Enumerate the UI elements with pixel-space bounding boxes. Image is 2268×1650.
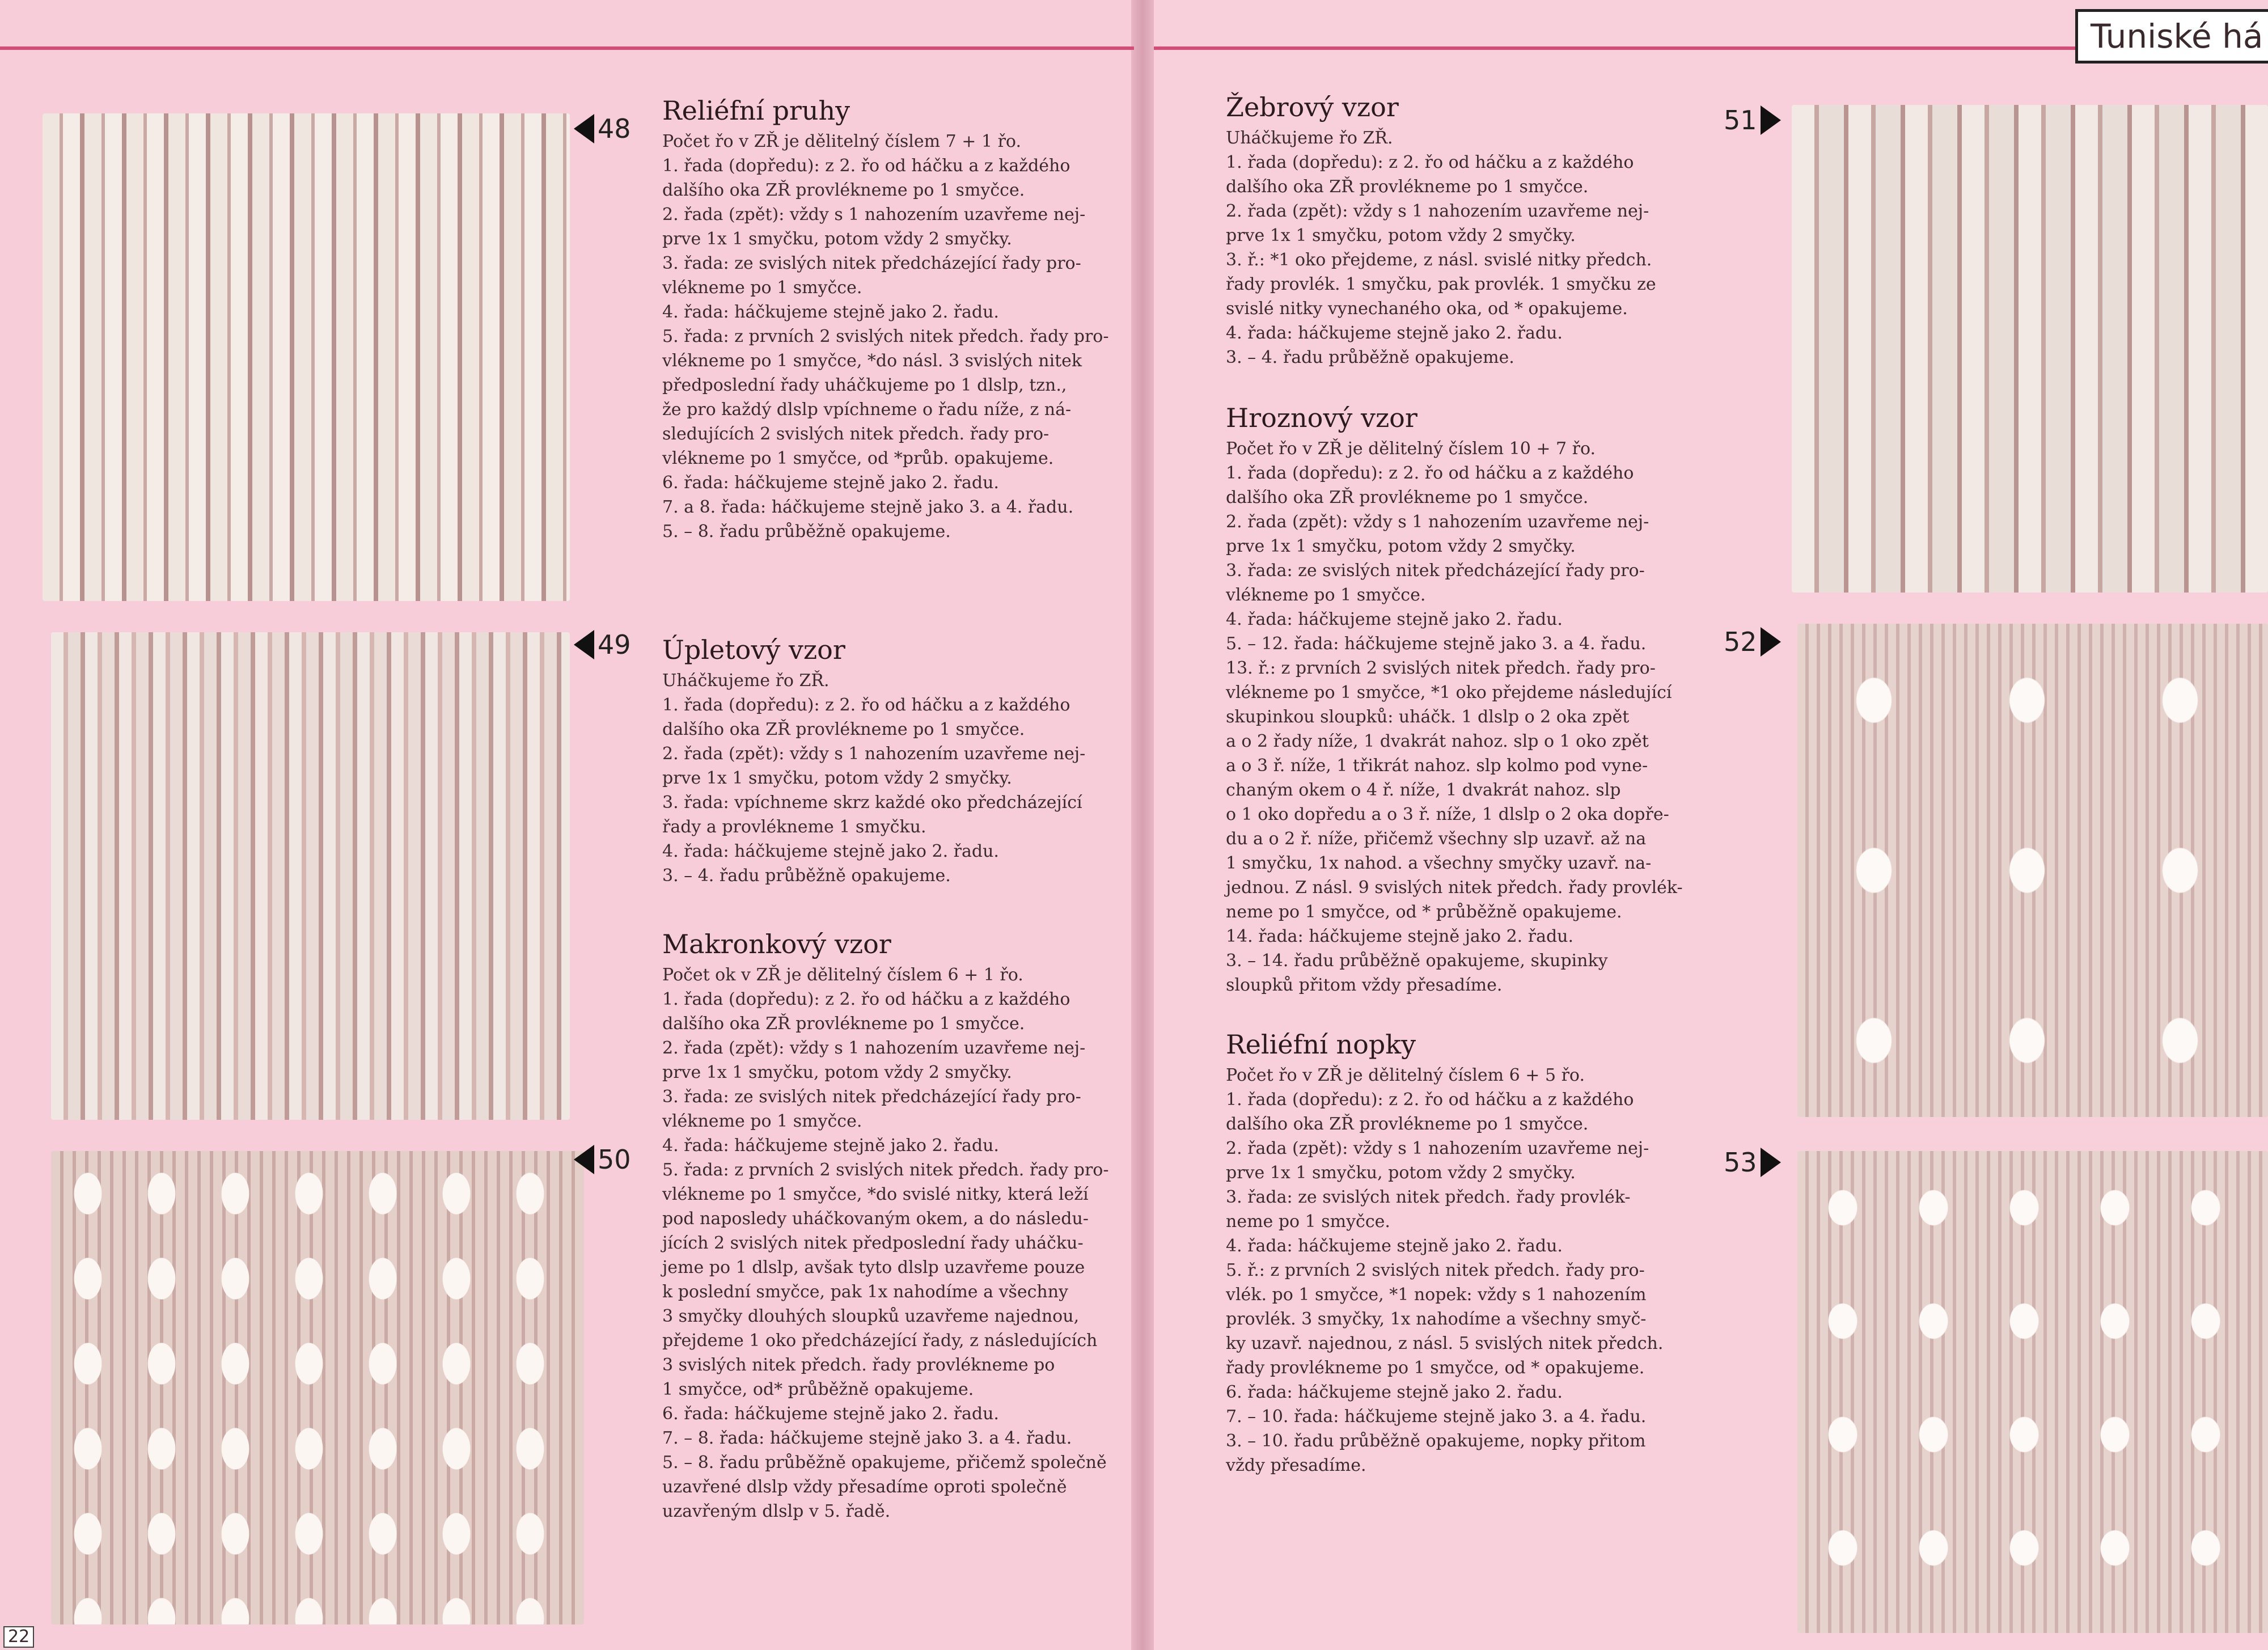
instruction-line: 4. řada: háčkujeme stejně jako 2. řadu. (1226, 610, 1563, 629)
instruction-line: dalšího oka ZŘ provlékneme po 1 smyčce. (1226, 1114, 1589, 1134)
instruction-line: prve 1x 1 smyčku, potom vždy 2 smyčky. (662, 229, 1012, 249)
instruction-line: 1. řada (dopředu): z 2. řo od háčku a z každého (1226, 463, 1634, 483)
instruction-line: prve 1x 1 smyčku, potom vždy 2 smyčky. (1226, 226, 1576, 246)
instruction-line: uzavřeným dlslp v 5. řadě. (662, 1501, 891, 1521)
pattern-title: Žebrový vzor (1226, 92, 1399, 122)
instruction-line: 3. – 4. řadu průběžně opakujeme. (1226, 348, 1514, 367)
instruction-line: jednou. Z násl. 9 svislých nitek předch. řady provlék- (1226, 878, 1683, 898)
arrow-right-icon (1761, 1148, 1781, 1177)
instruction-line: 3. řada: ze svislých nitek předcházející řady pro- (662, 1087, 1081, 1107)
instruction-line: 1. řada (dopředu): z 2. řo od háčku a z každého (1226, 1090, 1634, 1110)
instruction-line: vlékneme po 1 smyčce, od *průb. opakujeme. (662, 449, 1054, 468)
instruction-line: 7. a 8. řada: háčkujeme stejně jako 3. a 4. řadu. (662, 497, 1074, 517)
instruction-line: 6. řada: háčkujeme stejně jako 2. řadu. (662, 473, 999, 493)
instruction-line: sledujících 2 svislých nitek předch. řady pro- (662, 424, 1050, 444)
instruction-line: 1 smyčce, od* průběžně opakujeme. (662, 1380, 974, 1399)
instruction-line: k poslední smyčce, pak 1x nahodíme a všechny (662, 1282, 1068, 1302)
instruction-line: neme po 1 smyčce. (1226, 1212, 1390, 1232)
instruction-line: 5. – 8. řadu průběžně opakujeme, přičemž společně (662, 1453, 1107, 1473)
pattern-section (1226, 403, 1725, 997)
instruction-line: 7. – 10. řada: háčkujeme stejně jako 3. a 4. řadu. (1226, 1407, 1647, 1427)
instruction-line: dalšího oka ZŘ provlékneme po 1 smyčce. (662, 720, 1025, 739)
arrow-left-icon (574, 114, 594, 143)
arrow-left-icon (574, 1145, 594, 1174)
instruction-line: 2. řada (zpět): vždy s 1 nahozením uzavřeme nej- (1226, 1139, 1649, 1158)
instruction-line: 6. řada: háčkujeme stejně jako 2. řadu. (662, 1404, 999, 1424)
instruction-line: řady provlék. 1 smyčku, pak provlék. 1 smyčku ze (1226, 274, 1656, 294)
instruction-line: jících 2 svislých nitek předposlední řady uháčku- (662, 1233, 1084, 1253)
instruction-line: 3. řada: ze svislých nitek předcházející řady pro- (662, 253, 1081, 273)
instruction-line: Počet ok v ZŘ je dělitelný číslem 6 + 1 řo. (662, 965, 1023, 985)
instruction-line: 5. ř.: z prvních 2 svislých nitek předch. řady pro- (1226, 1260, 1645, 1280)
instruction-line: 4. řada: háčkujeme stejně jako 2. řadu. (1226, 323, 1563, 343)
instruction-line: 1. řada (dopředu): z 2. řo od háčku a z každého (1226, 153, 1634, 172)
instruction-line: 3 smyčky dlouhých sloupků uzavřeme najednou, (662, 1306, 1080, 1326)
arrow-right-icon (1761, 105, 1781, 135)
instruction-line: Uháčkujeme řo ZŘ. (1226, 128, 1393, 148)
instruction-line: dalšího oka ZŘ provlékneme po 1 smyčce. (662, 180, 1025, 200)
instruction-line: vždy přesadíme. (1226, 1456, 1366, 1475)
pattern-section (662, 95, 1161, 544)
swatch-marker-53: 53 (1724, 1147, 1781, 1178)
instruction-line: du a o 2 ř. níže, přičemž všechny slp uzavř. až na (1226, 829, 1647, 849)
instruction-line: 1. řada (dopředu): z 2. řo od háčku a z každého (662, 156, 1070, 176)
swatch-image-49 (51, 632, 570, 1120)
instruction-line: 2. řada (zpět): vždy s 1 nahozením uzavřeme nej- (662, 205, 1086, 225)
instruction-line: Počet řo v ZŘ je dělitelný číslem 6 + 5 řo. (1226, 1065, 1585, 1085)
swatch-marker-51: 51 (1724, 105, 1781, 136)
instruction-line: 3. řada: ze svislých nitek předch. řady provlék- (1226, 1187, 1631, 1207)
instruction-line: 2. řada (zpět): vždy s 1 nahozením uzavřeme nej- (662, 744, 1086, 764)
instruction-line: 4. řada: háčkujeme stejně jako 2. řadu. (662, 302, 999, 322)
instruction-line: chaným okem o 4 ř. níže, 1 dvakrát nahoz. slp (1226, 780, 1621, 800)
instruction-line: 1. řada (dopředu): z 2. řo od háčku a z každého (662, 989, 1070, 1009)
swatch-image-53 (1797, 1151, 2268, 1633)
swatch-marker-48: 48 (574, 113, 631, 144)
instruction-line: prve 1x 1 smyčku, potom vždy 2 smyčky. (662, 1063, 1012, 1082)
instruction-line: 2. řada (zpět): vždy s 1 nahozením uzavřeme nej- (662, 1038, 1086, 1058)
instruction-line: 2. řada (zpět): vždy s 1 nahozením uzavřeme nej- (1226, 201, 1649, 221)
instruction-line: řady a provlékneme 1 smyčku. (662, 817, 926, 837)
instruction-line: ky uzavř. najednou, z násl. 5 svislých nitek předch. (1226, 1334, 1664, 1353)
pattern-section (1226, 1029, 1725, 1478)
swatch-marker-50: 50 (574, 1144, 631, 1175)
pattern-title: Reliéfní nopky (1226, 1029, 1416, 1060)
instruction-line: vlékneme po 1 smyčce, *do svislé nitky, která leží (662, 1184, 1089, 1204)
instruction-line: vlékneme po 1 smyčce. (662, 278, 862, 298)
instruction-line: 3. – 14. řadu průběžně opakujeme, skupinky (1226, 951, 1608, 971)
instruction-line: jeme po 1 dlslp, avšak tyto dlslp uzavřeme pouze (662, 1258, 1085, 1277)
swatch-image-50 (51, 1151, 584, 1624)
instruction-line: 3. řada: ze svislých nitek předcházející řady pro- (1226, 561, 1645, 581)
arrow-left-icon (574, 630, 594, 659)
pattern-title: Hroznový vzor (1226, 403, 1417, 433)
instruction-line: provlék. 3 smyčky, 1x nahodíme a všechny smyč- (1226, 1309, 1647, 1329)
instruction-line: řady provlékneme po 1 smyčce, od * opakujeme. (1226, 1358, 1645, 1378)
instruction-line: uzavřené dlslp vždy přesadíme oproti společně (662, 1477, 1067, 1497)
instruction-line: 3. řada: vpíchneme skrz každé oko předcházející (662, 793, 1082, 813)
page-number: 22 (3, 1626, 34, 1648)
instruction-line: vlékneme po 1 smyčce, *do násl. 3 svislých nitek (662, 351, 1082, 371)
pattern-title: Makronkový vzor (662, 929, 891, 959)
instruction-line: vlékneme po 1 smyčce. (1226, 585, 1426, 605)
instruction-line: 2. řada (zpět): vždy s 1 nahozením uzavřeme nej- (1226, 512, 1649, 532)
instruction-line: 4. řada: háčkujeme stejně jako 2. řadu. (662, 1136, 999, 1156)
pattern-title: Reliéfní pruhy (662, 95, 850, 126)
instruction-line: prve 1x 1 smyčku, potom vždy 2 smyčky. (662, 768, 1012, 788)
instruction-line: 5. řada: z prvních 2 svislých nitek předch. řady pro- (662, 327, 1109, 346)
instruction-line: vlékneme po 1 smyčce. (662, 1111, 862, 1131)
chapter-tab: Tuniské há (2075, 9, 2268, 64)
right-text-column (1226, 92, 1725, 1478)
instruction-line: dalšího oka ZŘ provlékneme po 1 smyčce. (1226, 488, 1589, 507)
instruction-line: 3. – 10. řadu průběžně opakujeme, nopky přitom (1226, 1431, 1646, 1451)
instruction-line: 3. – 4. řadu průběžně opakujeme. (662, 866, 951, 886)
instruction-line: přejdeme 1 oko předcházející řady, z následujících (662, 1331, 1098, 1351)
instruction-line: svislé nitky vynechaného oka, od * opakujeme. (1226, 299, 1628, 319)
instruction-line: a o 3 ř. níže, 1 třikrát nahoz. slp kolmo pod vyne- (1226, 756, 1648, 776)
instruction-line: 1. řada (dopředu): z 2. řo od háčku a z každého (662, 695, 1070, 715)
instruction-line: Uháčkujeme řo ZŘ. (662, 671, 830, 691)
instruction-line: 5. – 12. řada: háčkujeme stejně jako 3. a 4. řadu. (1226, 634, 1647, 654)
left-text-column (662, 95, 1161, 1524)
instruction-line: že pro každý dlslp vpíchneme o řadu níže, z ná- (662, 400, 1072, 420)
instruction-line: 1 smyčku, 1x nahod. a všechny smyčky uzavř. na- (1226, 853, 1652, 873)
pattern-section (1226, 92, 1725, 370)
instruction-line: Počet řo v ZŘ je dělitelný číslem 7 + 1 řo. (662, 132, 1021, 151)
instruction-line: 5. řada: z prvních 2 svislých nitek předch. řady pro- (662, 1160, 1109, 1180)
instruction-line: prve 1x 1 smyčku, potom vždy 2 smyčky. (1226, 536, 1576, 556)
instruction-line: 13. ř.: z prvních 2 svislých nitek předch. řady pro- (1226, 658, 1656, 678)
instruction-line: 5. – 8. řadu průběžně opakujeme. (662, 522, 951, 541)
instruction-line: 4. řada: háčkujeme stejně jako 2. řadu. (1226, 1236, 1563, 1256)
instruction-line: 3 svislých nitek předch. řady provlékneme po (662, 1355, 1055, 1375)
swatch-image-52 (1797, 624, 2268, 1117)
top-rule-left (0, 46, 1134, 50)
pattern-section (662, 634, 1161, 888)
instruction-line: 3. ř.: *1 oko přejdeme, z násl. svislé nitky předch. (1226, 250, 1652, 270)
instruction-line: dalšího oka ZŘ provlékneme po 1 smyčce. (1226, 177, 1589, 197)
swatch-marker-52: 52 (1724, 627, 1781, 657)
instruction-line: 7. – 8. řada: háčkujeme stejně jako 3. a 4. řadu. (662, 1428, 1072, 1448)
arrow-right-icon (1761, 627, 1781, 657)
instruction-line: předposlední řady uháčkujeme po 1 dlslp, tzn., (662, 375, 1067, 395)
instruction-line: 14. řada: háčkujeme stejně jako 2. řadu. (1226, 926, 1574, 946)
swatch-image-48 (43, 113, 570, 601)
instruction-line: 6. řada: háčkujeme stejně jako 2. řadu. (1226, 1382, 1563, 1402)
instruction-line: neme po 1 smyčce, od * průběžně opakujeme. (1226, 902, 1622, 922)
instruction-line: sloupků přitom vždy přesadíme. (1226, 975, 1503, 995)
instruction-line: a o 2 řady níže, 1 dvakrát nahoz. slp o 1 oko zpět (1226, 731, 1649, 751)
swatch-marker-49: 49 (574, 629, 631, 660)
pattern-title: Úpletový vzor (662, 634, 845, 665)
pattern-section (662, 929, 1161, 1524)
instruction-line: Počet řo v ZŘ je dělitelný číslem 10 + 7 řo. (1226, 439, 1596, 459)
instruction-line: skupinkou sloupků: uháčk. 1 dlslp o 2 oka zpět (1226, 707, 1630, 727)
instruction-line: pod naposledy uháčkovaným okem, a do následu- (662, 1209, 1089, 1229)
instruction-line: 4. řada: háčkujeme stejně jako 2. řadu. (662, 841, 999, 861)
instruction-line: dalšího oka ZŘ provlékneme po 1 smyčce. (662, 1014, 1025, 1034)
swatch-image-51 (1792, 105, 2268, 593)
instruction-line: vlék. po 1 smyčce, *1 nopek: vždy s 1 nahozením (1226, 1285, 1647, 1305)
instruction-line: vlékneme po 1 smyčce, *1 oko přejdeme následující (1226, 683, 1672, 703)
instruction-line: o 1 oko dopředu a o 3 ř. níže, 1 dlslp o 2 oka dopře- (1226, 805, 1669, 824)
instruction-line: prve 1x 1 smyčku, potom vždy 2 smyčky. (1226, 1163, 1576, 1183)
